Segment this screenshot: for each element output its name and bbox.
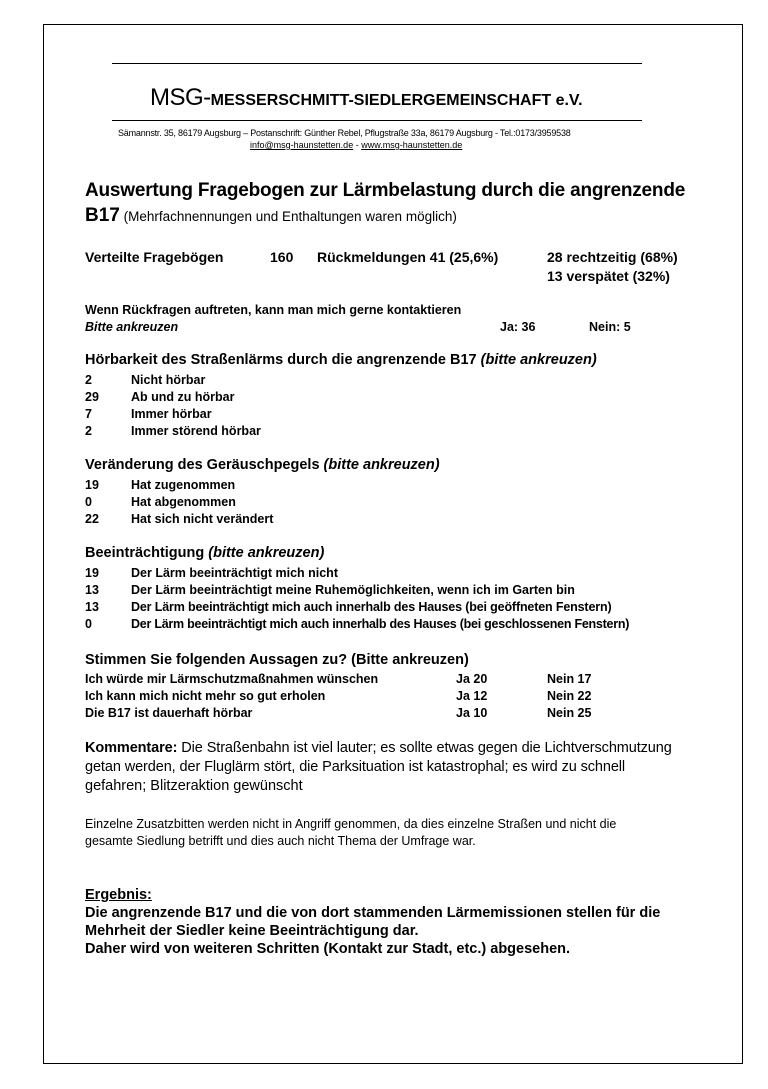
list-item [85, 373, 92, 387]
item-count: 2 [85, 373, 92, 387]
list-item-label: Immer hörbar [131, 407, 212, 421]
distributed-count: 160 [270, 249, 294, 265]
contact-question: Wenn Rückfragen auftreten, kann man mich gerne kontaktieren [85, 303, 462, 317]
list-item-label: Der Lärm beeinträchtigt mich nicht [131, 566, 338, 580]
note-line1: Einzelne Zusatzbitten werden nicht in Angriff genommen, da dies einzelne Straßen und nicht die [85, 817, 617, 831]
item-count: 0 [85, 617, 92, 631]
statement-text: Die B17 ist dauerhaft hörbar [85, 706, 253, 720]
header-rule-top [112, 63, 642, 64]
change-heading-text: Veränderung des Geräuschpegels [85, 457, 324, 473]
note-line2: gesamte Siedlung betrifft und dies auch nicht Thema der Umfrage war. [85, 834, 476, 848]
audibility-heading [85, 352, 597, 368]
list-item [85, 600, 99, 614]
document-title-line2 [85, 205, 457, 227]
list-item-label: Hat abgenommen [131, 495, 236, 509]
item-count: 13 [85, 583, 99, 597]
list-item [85, 583, 99, 597]
email-link[interactable]: info@msg-haunstetten.de [250, 140, 354, 150]
audibility-heading-text: Hörbarkeit des Straßenlärms durch die angrenzende B17 [85, 352, 481, 368]
list-item [85, 495, 92, 509]
change-heading [85, 457, 440, 473]
item-count: 19 [85, 566, 99, 580]
statement-no: Nein 22 [547, 689, 592, 703]
comments-text1: Die Straßenbahn ist viel lauter; es sollte etwas gegen die Lichtverschmutzung [177, 740, 672, 756]
list-item-label: Hat zugenommen [131, 478, 236, 492]
responses: Rückmeldungen 41 (25,6%) [317, 249, 499, 265]
header-rule-bottom [112, 120, 642, 121]
contact-instruction: Bitte ankreuzen [85, 320, 179, 334]
result-line1: Die angrenzende B17 und die von dort stammenden Lärmemissionen stellen für die [85, 905, 661, 921]
title-note: (Mehrfachnennungen und Enthaltungen waren möglich) [119, 209, 457, 224]
list-item-label: Der Lärm beeinträchtigt meine Ruhemöglichkeiten, wenn ich im Garten bin [131, 583, 575, 597]
contact-yes: Ja: 36 [500, 320, 536, 334]
list-item-label: Immer störend hörbar [131, 424, 261, 438]
list-item-label: Hat sich nicht verändert [131, 512, 274, 526]
statement-no: Nein 25 [547, 706, 592, 720]
impairment-heading [85, 545, 324, 561]
statement-text: Ich würde mir Lärmschutzmaßnahmen wünschen [85, 672, 379, 686]
item-count: 2 [85, 424, 92, 438]
impairment-heading-hint: (bitte ankreuzen) [208, 545, 325, 561]
statement-yes: Ja 20 [456, 672, 488, 686]
org-name: MESSERSCHMITT-SIEDLERGEMEINSCHAFT e.V. [210, 92, 583, 109]
list-item [85, 407, 92, 421]
list-item-label: Der Lärm beeinträchtigt mich auch innerhalb des Hauses (bei geschlossenen Fenstern) [131, 617, 630, 631]
statements-heading: Stimmen Sie folgenden Aussagen zu? (Bitte ankreuzen) [85, 652, 469, 668]
result-line3: Daher wird von weiteren Schritten (Kontakt zur Stadt, etc.) abgesehen. [85, 941, 571, 957]
list-item [85, 566, 99, 580]
item-count: 22 [85, 512, 99, 526]
item-count: 13 [85, 600, 99, 614]
comments-line3: gefahren; Blitzeraktion gewünscht [85, 778, 303, 794]
item-count: 29 [85, 390, 99, 404]
comments-line1 [85, 740, 672, 756]
change-heading-hint: (bitte ankreuzen) [323, 457, 440, 473]
item-count: 0 [85, 495, 92, 509]
list-item-label: Nicht hörbar [131, 373, 206, 387]
audibility-heading-hint: (bitte ankreuzen) [480, 352, 597, 368]
result-label: Ergebnis: [85, 887, 152, 903]
list-item [85, 512, 99, 526]
result-line2: Mehrheit der Siedler keine Beeinträchtigung dar. [85, 923, 419, 939]
statement-text: Ich kann mich nicht mehr so gut erholen [85, 689, 326, 703]
org-heading [150, 84, 583, 112]
statement-yes: Ja 12 [456, 689, 488, 703]
website-link[interactable]: www.msg-haunstetten.de [361, 140, 463, 150]
list-item [85, 478, 99, 492]
late: 13 verspätet (32%) [547, 268, 670, 284]
list-item [85, 390, 99, 404]
org-address: Sämannstr. 35, 86179 Augsburg – Postanschrift: Günther Rebel, Pflugstraße 33a, 86179 Augsburg - Tel.:0173/3959538 [118, 128, 571, 138]
title-b17: B17 [85, 205, 120, 226]
list-item-label: Ab und zu hörbar [131, 390, 235, 404]
impairment-heading-text: Beeinträchtigung [85, 545, 209, 561]
org-prefix: MSG- [150, 84, 211, 111]
statement-no: Nein 17 [547, 672, 592, 686]
comments-label: Kommentare: [85, 740, 178, 756]
org-contact-links [250, 140, 462, 150]
statement-yes: Ja 10 [456, 706, 488, 720]
list-item [85, 617, 92, 631]
distributed-label: Verteilte Fragebögen [85, 249, 224, 265]
ontime: 28 rechtzeitig (68%) [547, 249, 678, 265]
list-item [85, 424, 92, 438]
item-count: 7 [85, 407, 92, 421]
item-count: 19 [85, 478, 99, 492]
list-item-label: Der Lärm beeinträchtigt mich auch innerhalb des Hauses (bei geöffneten Fenstern) [131, 600, 612, 614]
comments-line2: getan werden, der Fluglärm stört, die Parksituation ist katastrophal; es wird zu schnell [85, 759, 626, 775]
contact-no: Nein: 5 [589, 320, 631, 334]
document-title: Auswertung Fragebogen zur Lärmbelastung durch die angrenzende [85, 180, 686, 201]
link-separator: - [353, 140, 362, 150]
